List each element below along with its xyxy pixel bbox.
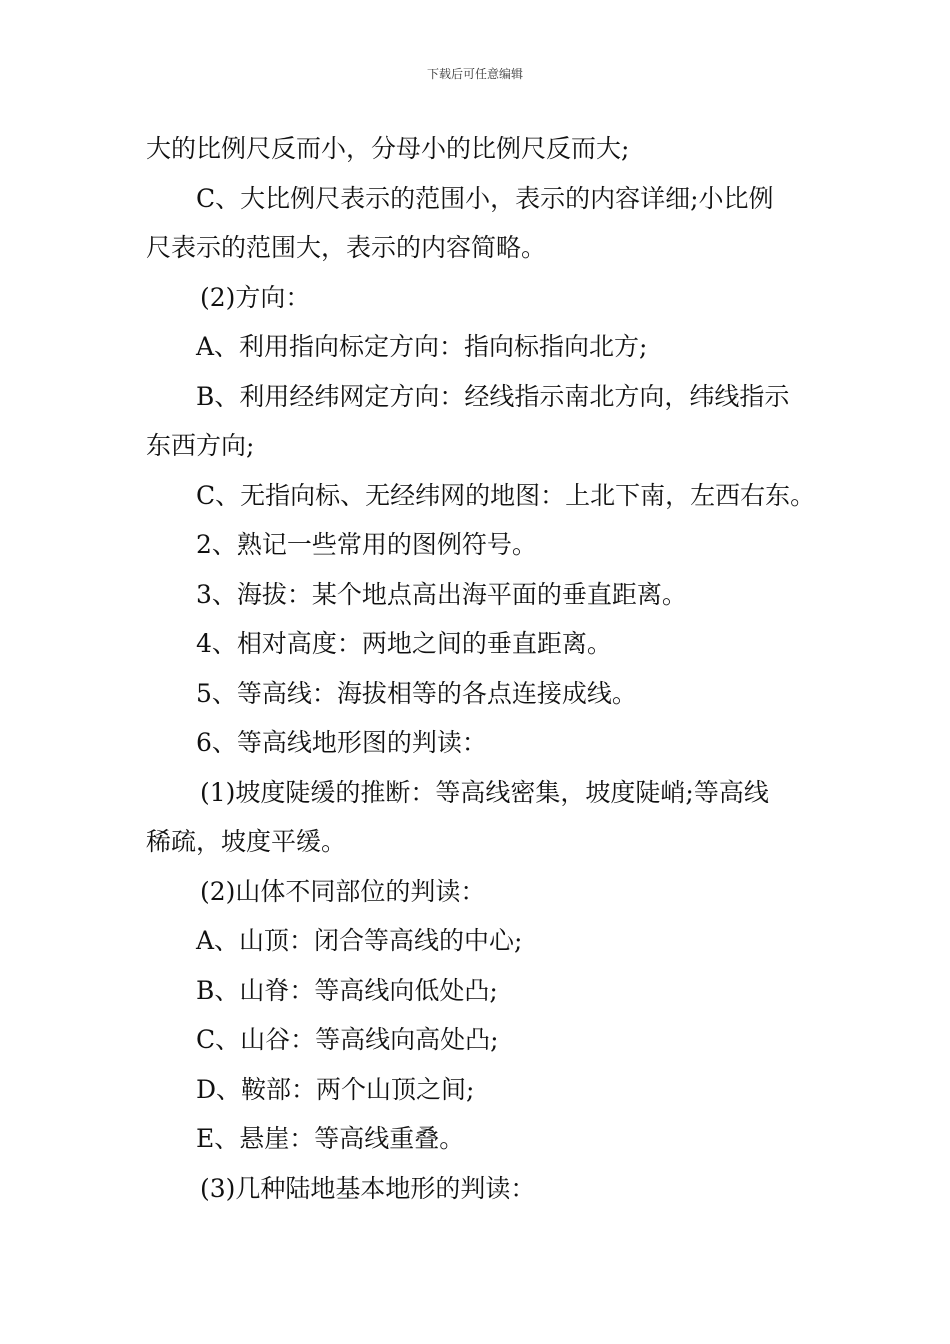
paragraph-line: E、悬崖：等高线重叠。 bbox=[196, 1124, 465, 1153]
paragraph-line: C、大比例尺表示的范围小，表示的内容详细;小比例 bbox=[196, 183, 774, 213]
paragraph-line: 东西方向; bbox=[146, 431, 255, 460]
paragraph-line: 6、等高线地形图的判读： bbox=[196, 728, 487, 757]
paragraph-line: C、无指向标、无经纬网的地图：上北下南，左西右东。 bbox=[196, 480, 816, 510]
paragraph-line: B、利用经纬网定方向：经线指示南北方向，纬线指示 bbox=[196, 381, 790, 411]
paragraph-line: A、山顶：闭合等高线的中心; bbox=[196, 926, 523, 955]
paragraph-line: (2)山体不同部位的判读： bbox=[200, 876, 486, 906]
paragraph-line: (2)方向： bbox=[200, 282, 311, 312]
paragraph-line: C、山谷：等高线向高处凸; bbox=[196, 1025, 499, 1054]
paragraph-line: 5、等高线：海拔相等的各点连接成线。 bbox=[196, 678, 637, 708]
paragraph-line: A、利用指向标定方向：指向标指向北方; bbox=[196, 332, 648, 361]
paragraph-line: 3、海拔：某个地点高出海平面的垂直距离。 bbox=[196, 579, 687, 609]
paragraph-line: (3)几种陆地基本地形的判读： bbox=[200, 1173, 536, 1203]
document-body bbox=[146, 124, 816, 1213]
paragraph-line: (1)坡度陡缓的推断：等高线密集，坡度陡峭;等高线 bbox=[200, 777, 769, 807]
paragraph-line: 尺表示的范围大，表示的内容简略。 bbox=[146, 233, 547, 262]
paragraph-line: 4、相对高度：两地之间的垂直距离。 bbox=[196, 629, 612, 658]
page-header: 下载后可任意编辑 bbox=[426, 67, 523, 81]
paragraph-line: 大的比例尺反而小，分母小的比例尺反而大; bbox=[146, 134, 630, 163]
paragraph-line: 稀疏，坡度平缓。 bbox=[146, 827, 347, 856]
paragraph-line: D、鞍部：两个山顶之间; bbox=[196, 1074, 475, 1104]
paragraph-line: B、山脊：等高线向低处凸; bbox=[196, 975, 498, 1005]
paragraph-line: 2、熟记一些常用的图例符号。 bbox=[196, 530, 537, 559]
